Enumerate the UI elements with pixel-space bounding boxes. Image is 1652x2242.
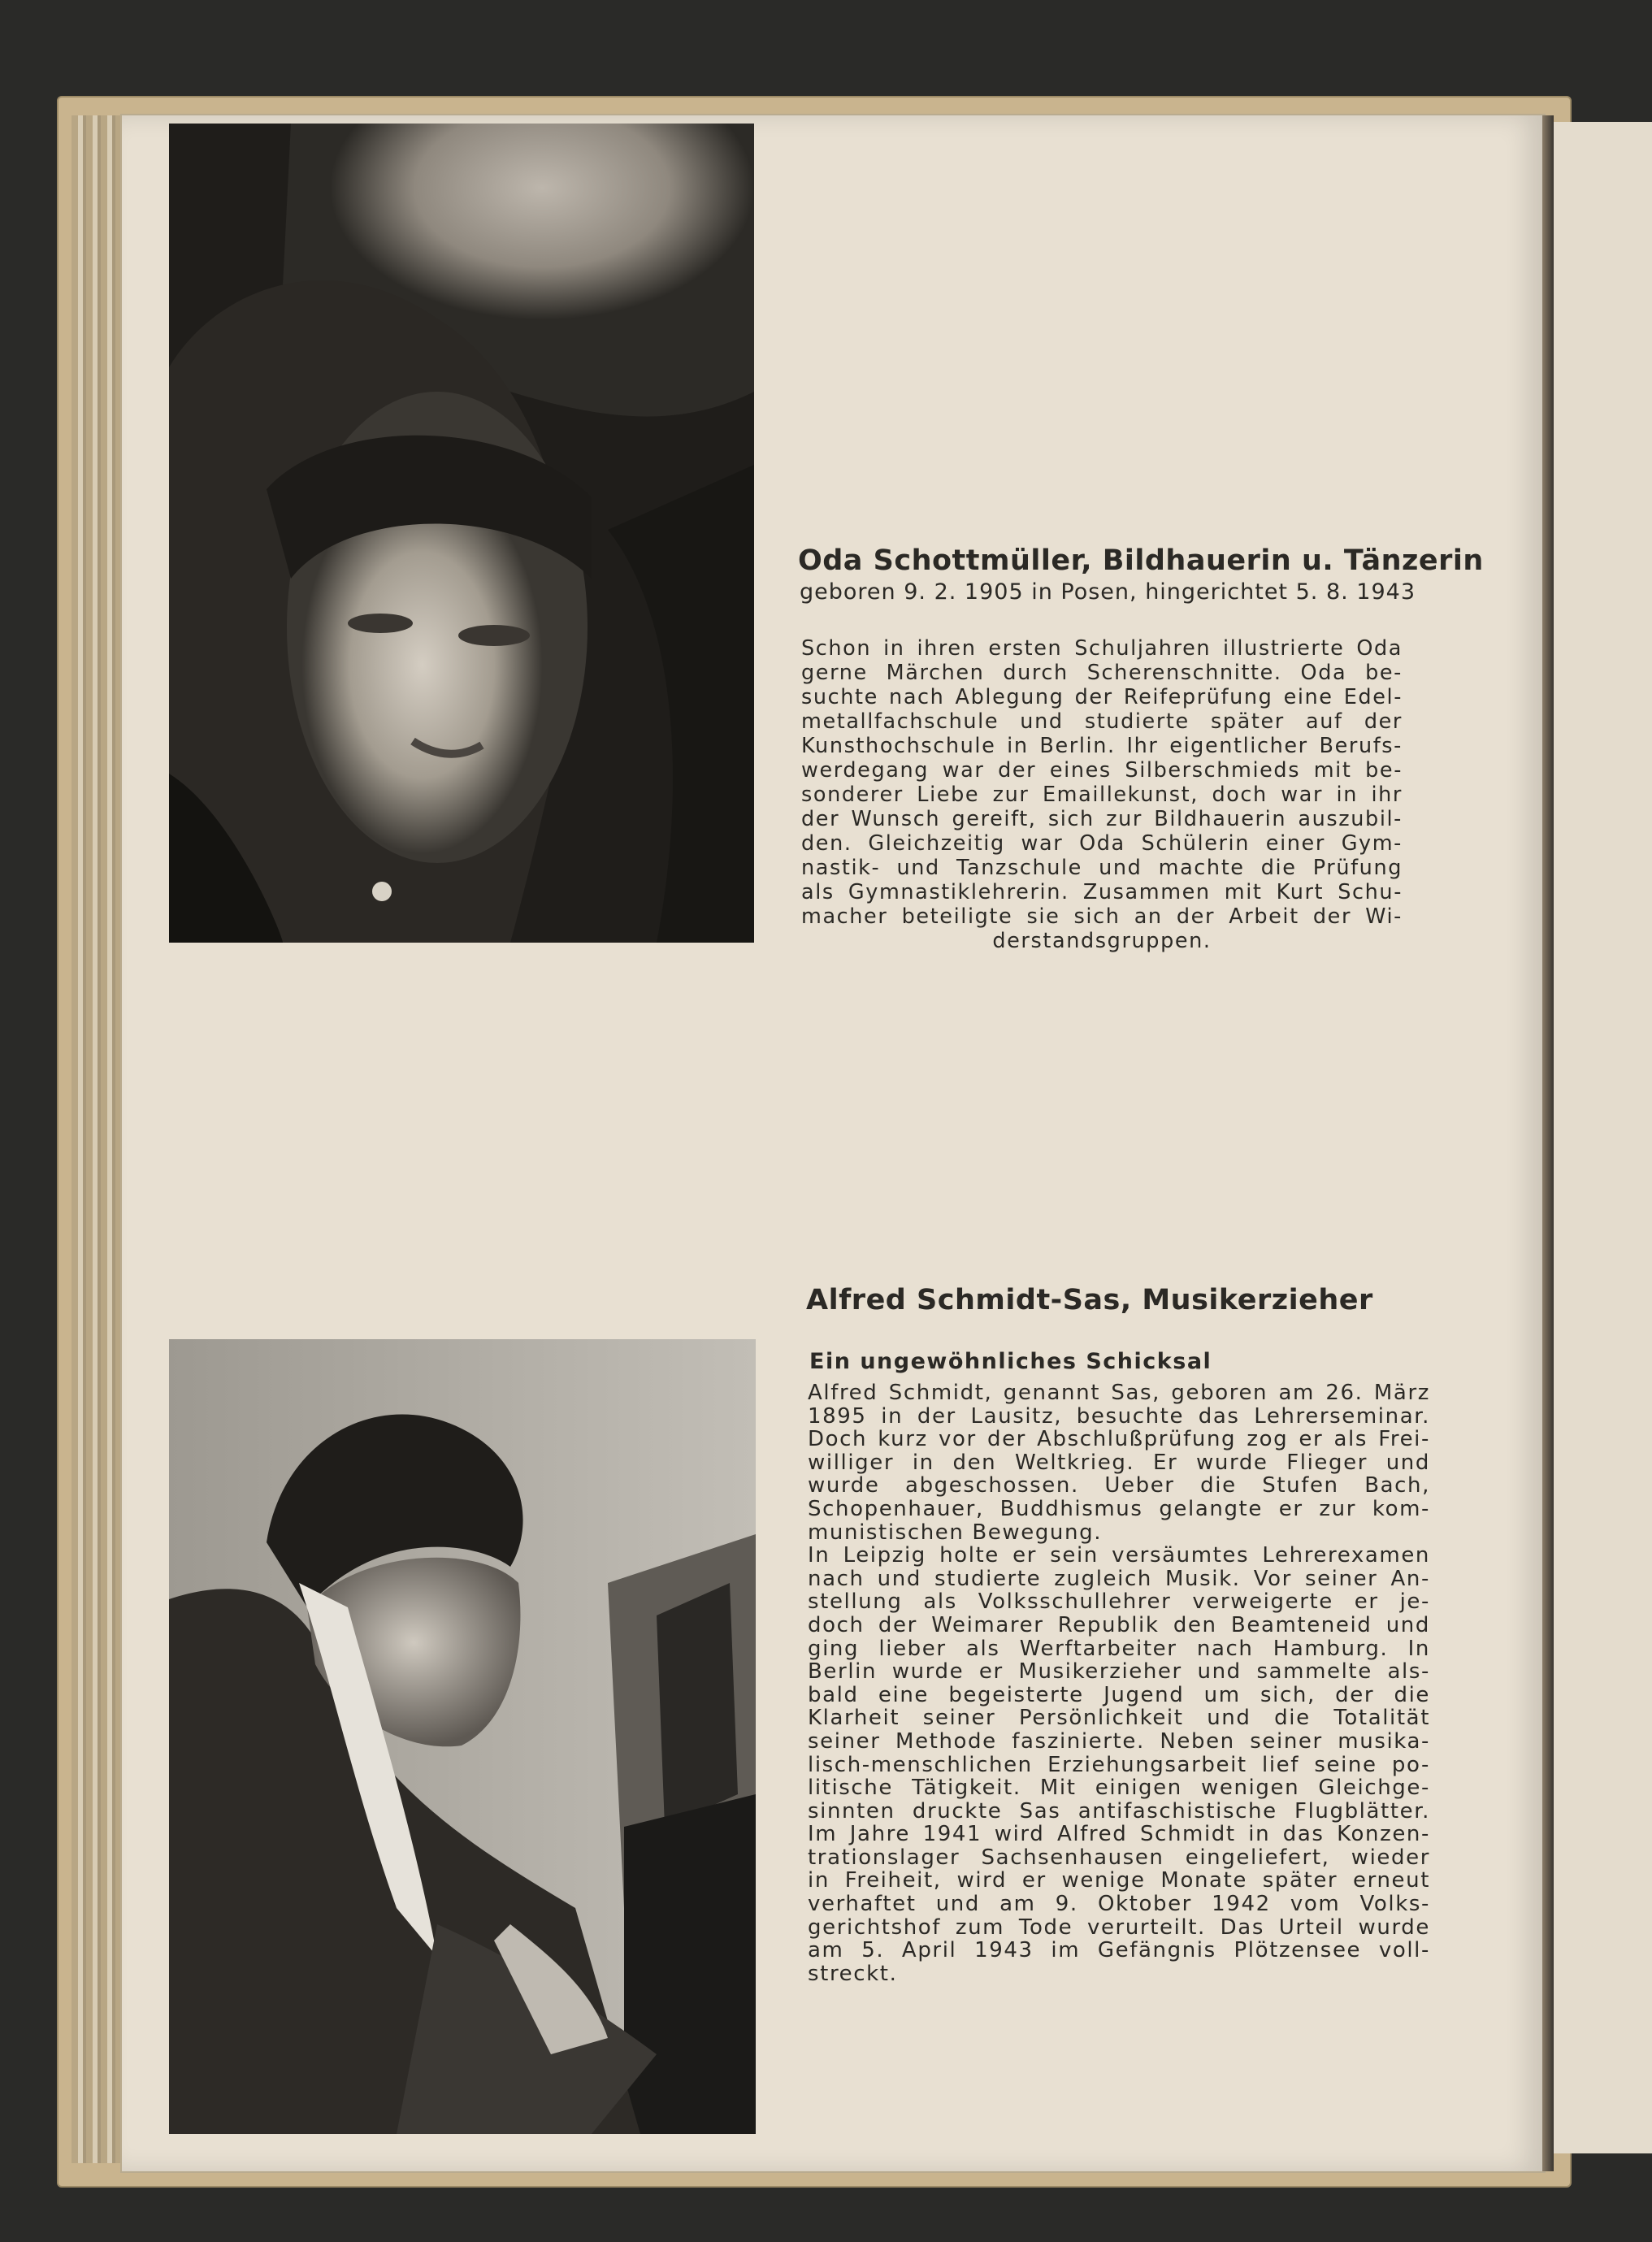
- body-line: nach und studierte zugleich Musik. Vor seiner An-: [808, 1566, 1430, 1591]
- body-line: doch der Weimarer Republik den Beamteneid und: [808, 1612, 1430, 1637]
- body-line: metallfachschule und studierte später auf der: [801, 709, 1403, 734]
- body-line: werdegang war der eines Silberschmieds mit be-: [801, 758, 1403, 783]
- body-line: williger in den Weltkrieg. Er wurde Flieger und: [808, 1450, 1430, 1475]
- body-line: Schopenhauer, Buddhismus gelangte er zur kom-: [808, 1496, 1430, 1521]
- body-line: litische Tätigkeit. Mit einigen wenigen Gleichge-: [808, 1776, 1430, 1801]
- body-line: trationslager Sachsenhausen eingeliefert, wieder: [808, 1845, 1430, 1870]
- entry-2-subheading: Ein ungewöhnliches Schicksal: [809, 1349, 1212, 1374]
- body-line: Klarheit seiner Persönlichkeit und die Totalität: [808, 1706, 1430, 1731]
- portrait-photo-image: [169, 124, 754, 943]
- body-line: Schon in ihren ersten Schuljahren illustrierte Oda: [801, 636, 1403, 661]
- body-line: gerichtshof zum Tode verurteilt. Das Urteil wurde: [808, 1915, 1430, 1940]
- body-line: ging lieber als Werftarbeiter nach Hamburg. In: [808, 1636, 1430, 1661]
- body-line: nastik- und Tanzschule und machte die Prüfung: [801, 856, 1403, 880]
- body-line: stellung als Volksschullehrer verweigerte er je-: [808, 1589, 1430, 1615]
- body-line: seiner Methode faszinierte. Neben seiner musika-: [808, 1728, 1430, 1754]
- body-line: der Wunsch gereift, sich zur Bildhauerin auszubil-: [801, 807, 1403, 831]
- body-line: suchte nach Ablegung der Reifeprüfung eine Edel-: [801, 685, 1403, 709]
- body-line: Doch kurz vor der Abschlußprüfung zog er als Frei-: [808, 1427, 1430, 1452]
- body-line: als Gymnastiklehrerin. Zusammen mit Kurt Schu-: [801, 880, 1403, 904]
- body-line: macher beteiligte sie sich an der Arbeit der Wi-: [801, 904, 1403, 929]
- body-line: Im Jahre 1941 wird Alfred Schmidt in das Konzen-: [808, 1822, 1430, 1847]
- entry-2-title: Alfred Schmidt-Sas, Musikerzieher: [806, 1284, 1373, 1316]
- body-line: bald eine begeisterte Jugend um sich, der die: [808, 1682, 1430, 1707]
- portrait-photo-alfred-schmidt-sas: [169, 1339, 756, 2134]
- body-line: sinnten druckte Sas antifaschistische Flugblätter.: [808, 1798, 1430, 1824]
- portrait-photo-oda-schottmueller: [169, 124, 754, 943]
- body-line: wurde abgeschossen. Ueber die Stufen Bach,: [808, 1473, 1430, 1498]
- body-line: am 5. April 1943 im Gefängnis Plötzensee voll-: [808, 1938, 1430, 1963]
- portrait-photo-image: [169, 1339, 756, 2134]
- body-line: gerne Märchen durch Scherenschnitte. Oda be-: [801, 661, 1403, 685]
- entry-1-subtitle: geboren 9. 2. 1905 in Posen, hingerichtet 5. 8. 1943: [800, 579, 1416, 605]
- entry-2-body: [808, 1381, 1430, 1985]
- body-line: verhaftet und am 9. Oktober 1942 vom Volks-: [808, 1892, 1430, 1917]
- body-line: Alfred Schmidt, genannt Sas, geboren am 26. März: [808, 1381, 1430, 1405]
- page-edge-shadow: [1542, 115, 1554, 2171]
- body-line: lisch-menschlichen Erziehungsarbeit lief seine po-: [808, 1752, 1430, 1777]
- adjacent-page: [1554, 122, 1652, 2153]
- body-line: Berlin wurde er Musikerzieher und sammelte als-: [808, 1659, 1430, 1685]
- body-line: 1895 in der Lausitz, besuchte das Lehrerseminar.: [808, 1403, 1430, 1429]
- entry-1-title: Oda Schottmüller, Bildhauerin u. Tänzerin: [798, 544, 1484, 577]
- body-line: streckt.: [808, 1961, 898, 1986]
- body-line: derstandsgruppen.: [992, 929, 1212, 953]
- body-line: In Leipzig holte er sein versäumtes Lehrerexamen: [808, 1543, 1430, 1568]
- body-line: den. Gleichzeitig war Oda Schülerin einer Gym-: [801, 831, 1403, 856]
- body-line: sonderer Liebe zur Emaillekunst, doch war in ihr: [801, 783, 1403, 807]
- body-line: munistischen Bewegung.: [808, 1520, 1103, 1545]
- body-line: in Freiheit, wird er wenige Monate später erneut: [808, 1868, 1430, 1893]
- body-line: Kunsthochschule in Berlin. Ihr eigentlicher Berufs-: [801, 734, 1403, 758]
- entry-1-body: [801, 636, 1403, 953]
